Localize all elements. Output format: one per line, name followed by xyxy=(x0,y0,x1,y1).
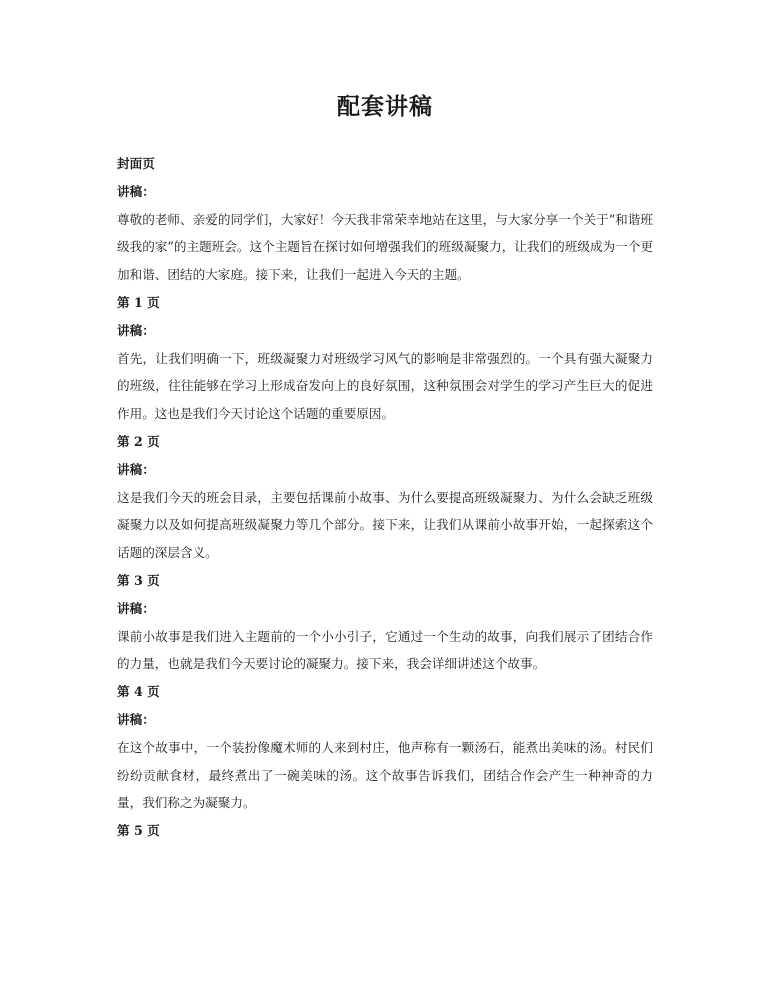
document-body xyxy=(117,150,653,845)
script-text: 课前小故事是我们进入主题前的一个小小引子，它通过一个生动的故事，向我们展示了团结合作的力量，也就是我们今天要讨论的凝聚力。接下来，我会详细讲述这个故事。 xyxy=(117,628,653,672)
script-label: 讲稿： xyxy=(117,600,155,616)
script-text: 尊敬的老师、亲爱的同学们，大家好！今天我非常荣幸地站在这里，与大家分享一个关于“和谐班级我的家”的主题班会。这个主题旨在探讨如何增强我们的班级凝聚力，让我们的班级成为一个更加和谐、团结的大家庭。接下来，让我们一起进入今天的主题。 xyxy=(117,211,653,283)
script-text: 首先，让我们明确一下，班级凝聚力对班级学习风气的影响是非常强烈的。一个具有强大凝聚力的班级，往往能够在学习上形成奋发向上的良好氛围，这种氛围会对学生的学习产生巨大的促进作用。这也是我们今天讨论这个话题的重要原因。 xyxy=(117,350,653,422)
page-label: 封面页 xyxy=(117,156,155,171)
section-page-2 xyxy=(117,428,653,567)
page-title: 配套讲稿 xyxy=(337,93,433,120)
section-cover xyxy=(117,150,653,289)
script-label: 讲稿： xyxy=(117,183,155,199)
section-page-4 xyxy=(117,678,653,817)
section-page-3 xyxy=(117,567,653,678)
section-page-5 xyxy=(117,817,653,845)
script-label: 讲稿： xyxy=(117,322,155,338)
page-label: 第 3 页 xyxy=(117,572,160,588)
script-label: 讲稿： xyxy=(117,711,155,727)
script-label: 讲稿： xyxy=(117,461,155,477)
page-label: 第 4 页 xyxy=(117,684,160,700)
script-text: 在这个故事中，一个装扮像魔术师的人来到村庄，他声称有一颗汤石，能煮出美味的汤。村民们纷纷贡献食材，最终煮出了一碗美味的汤。这个故事告诉我们，团结合作会产生一种神奇的力量，我们称之为凝聚力。 xyxy=(117,739,653,811)
page-label: 第 2 页 xyxy=(117,433,160,449)
page-label: 第 1 页 xyxy=(117,294,160,310)
script-text: 这是我们今天的班会目录，主要包括课前小故事、为什么要提高班级凝聚力、为什么会缺乏班级凝聚力以及如何提高班级凝聚力等几个部分。接下来，让我们从课前小故事开始，一起探索这个话题的深层含义。 xyxy=(117,489,653,561)
section-page-1 xyxy=(117,289,653,428)
page-label: 第 5 页 xyxy=(117,823,160,839)
